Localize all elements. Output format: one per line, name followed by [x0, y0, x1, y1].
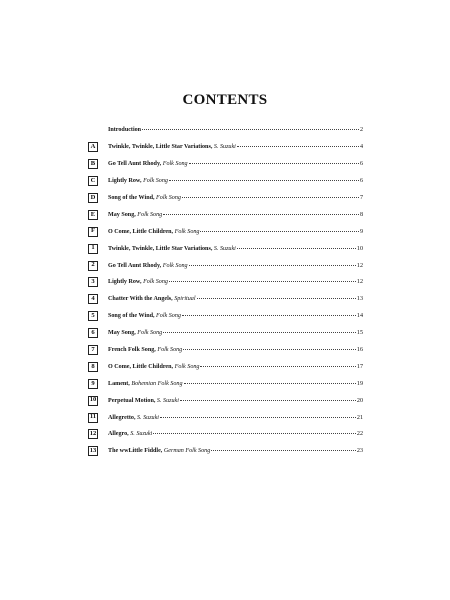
toc-entry-marker: 1: [88, 244, 98, 254]
toc-entry-page-number: 6: [359, 161, 363, 168]
toc-entry: [88, 139, 363, 156]
toc-entry-subtitle: German Folk Song: [163, 448, 211, 455]
dot-leader: [183, 349, 356, 350]
toc-entry: [88, 190, 363, 207]
toc-entry-page-number: 14: [356, 313, 363, 320]
toc-entry-subtitle: Spiritual: [174, 296, 196, 303]
toc-entry-text: [108, 415, 363, 421]
toc-entry-title: Perpetual Motion,: [108, 397, 156, 404]
toc-entry-subtitle: S. Suzuki: [130, 431, 153, 438]
toc-entry-marker: F: [88, 227, 98, 237]
toc-entry-marker: 13: [88, 446, 98, 456]
toc-entry-marker: 11: [88, 413, 98, 423]
toc-entry-marker: 10: [88, 396, 98, 406]
toc-entry-title: Allegro,: [108, 431, 129, 438]
toc-entry-subtitle: S. Suzuki: [213, 245, 236, 252]
dot-leader: [142, 129, 359, 130]
dot-leader: [200, 366, 355, 367]
toc-entry-subtitle: S. Suzuki: [137, 414, 160, 421]
toc-entry: [88, 426, 363, 443]
toc-entry-subtitle: Folk Song: [143, 178, 168, 185]
toc-entry: [88, 443, 363, 460]
toc-entry-page-number: 10: [356, 245, 363, 252]
toc-entry-text: [108, 144, 363, 150]
toc-entry-subtitle: Folk Song: [137, 330, 163, 337]
toc-entry-page-number: 6: [359, 178, 363, 185]
toc-entry-marker: B: [88, 159, 98, 169]
toc-entry-title: O Come, Little Children,: [108, 228, 174, 235]
toc-entry-title: O Come, Little Children,: [108, 363, 174, 370]
toc-entry: [88, 291, 363, 308]
toc-entry: [88, 358, 363, 375]
toc-entry-page-number: 12: [356, 279, 363, 286]
toc-entry-page-number: 21: [356, 414, 363, 421]
toc-entry-title: Lament,: [108, 380, 130, 387]
toc-entry-page-number: 20: [356, 397, 363, 404]
toc-entry-marker: A: [88, 142, 98, 152]
dot-leader: [182, 315, 356, 316]
toc-entry-title: May Song,: [108, 211, 136, 218]
toc-entry-text: [108, 313, 363, 319]
toc-entry-page-number: 15: [356, 330, 363, 337]
toc-entry: [88, 308, 363, 325]
toc-entry-subtitle: Folk Song: [162, 262, 188, 269]
toc-entry-page-number: 12: [356, 262, 363, 269]
toc-entry-marker: C: [88, 176, 98, 186]
toc-entry-page-number: 23: [356, 448, 363, 455]
toc-entry-marker: 7: [88, 345, 98, 355]
toc-entry-text: [108, 330, 363, 336]
toc-entry-subtitle: Folk Song: [174, 228, 200, 235]
toc-entry: [88, 223, 363, 240]
toc-entry-text: [108, 229, 363, 235]
toc-entry-page-number: 2: [359, 127, 363, 134]
toc-entry-text: [108, 127, 363, 133]
toc-entry-title: Go Tell Aunt Rhody,: [108, 262, 162, 269]
toc-entry-title: Lightly Row,: [108, 279, 142, 286]
toc-entry-title: French Folk Song,: [108, 346, 156, 353]
toc-entry-text: [108, 161, 363, 167]
toc-entry-page-number: 13: [356, 296, 363, 303]
toc-entry-title: Go Tell Aunt Rhody,: [108, 161, 162, 168]
toc-entry-text: [108, 279, 363, 285]
toc-entry-text: [108, 431, 363, 437]
toc-entry-subtitle: Folk Song: [137, 211, 163, 218]
toc-entry-marker: E: [88, 210, 98, 220]
toc-entry-marker: 2: [88, 261, 98, 271]
toc-entry: [88, 342, 363, 359]
toc-entry-text: [108, 212, 363, 218]
toc-entry-marker: 4: [88, 294, 98, 304]
toc-entry-title: Chatter With the Angels,: [108, 296, 173, 303]
dot-leader: [211, 450, 356, 451]
toc-entry: [88, 257, 363, 274]
toc-entry-title: Twinkle, Twinkle, Little Star Variations,: [108, 245, 213, 252]
toc-entry-title: Song of the Wind,: [108, 313, 155, 320]
toc-entry-subtitle: S. Suzuki: [156, 397, 179, 404]
toc-entry-text: [108, 263, 363, 269]
toc-entry-title: Introduction: [108, 127, 142, 134]
toc-entry: [88, 375, 363, 392]
toc-entry-marker: 12: [88, 429, 98, 439]
dot-leader: [189, 265, 356, 266]
toc-entry: [88, 274, 363, 291]
toc-entry-title: The wwLittle Fiddle,: [108, 448, 163, 455]
toc-entry: [88, 325, 363, 342]
toc-entry-marker: 6: [88, 328, 98, 338]
toc-entry: [88, 409, 363, 426]
toc-entry-title: Lightly Row,: [108, 178, 142, 185]
dot-leader: [182, 197, 359, 198]
toc-entry-title: Allegretto,: [108, 414, 136, 421]
dot-leader: [163, 332, 356, 333]
toc-entry-page-number: 4: [359, 144, 363, 151]
toc-entry-marker: 3: [88, 277, 98, 287]
toc-entry-subtitle: Folk Song: [156, 313, 181, 320]
toc-entry: [88, 173, 363, 190]
toc-entry-page-number: 16: [356, 346, 363, 353]
dot-leader: [169, 180, 359, 181]
toc-entry-page-number: 9: [359, 228, 363, 235]
page-title: CONTENTS: [182, 92, 268, 108]
toc-entry-text: [108, 246, 363, 252]
toc-entry-marker: 9: [88, 379, 98, 389]
toc-entry-text: [108, 178, 363, 184]
toc-entry: [88, 122, 363, 139]
toc-entry-title: May Song,: [108, 330, 136, 337]
toc-entry-subtitle: Folk Song: [174, 363, 200, 370]
dot-leader: [180, 400, 356, 401]
table-of-contents: [88, 122, 363, 460]
dot-leader: [197, 298, 356, 299]
toc-entry-text: [108, 296, 363, 302]
toc-entry-text: [108, 364, 363, 370]
dot-leader: [200, 231, 358, 232]
toc-entry-page-number: 17: [356, 363, 363, 370]
toc-entry-marker: [88, 125, 98, 135]
dot-leader: [184, 383, 356, 384]
toc-entry-marker: D: [88, 193, 98, 203]
toc-entry-title: Twinkle, Twinkle, Little Star Variations,: [108, 144, 213, 151]
toc-entry-title: Song of the Wind,: [108, 194, 155, 201]
toc-entry: [88, 240, 363, 257]
toc-entry-subtitle: Folk Song: [157, 346, 183, 353]
dot-leader: [189, 163, 359, 164]
toc-entry-subtitle: Folk Song: [162, 161, 188, 168]
toc-entry-subtitle: S. Suzuki: [213, 144, 236, 151]
toc-entry-page-number: 22: [356, 431, 363, 438]
toc-entry: [88, 156, 363, 173]
dot-leader: [237, 146, 359, 147]
toc-entry-subtitle: Bohemian Folk Song: [131, 380, 183, 387]
dot-leader: [153, 433, 356, 434]
toc-entry: [88, 206, 363, 223]
dot-leader: [169, 281, 356, 282]
dot-leader: [237, 248, 356, 249]
toc-entry: [88, 392, 363, 409]
toc-entry-text: [108, 381, 363, 387]
toc-entry-subtitle: Folk Song: [156, 194, 181, 201]
toc-entry-text: [108, 398, 363, 404]
toc-entry-text: [108, 195, 363, 201]
toc-entry-marker: 5: [88, 311, 98, 321]
dot-leader: [160, 417, 356, 418]
toc-entry-marker: 8: [88, 362, 98, 372]
toc-entry-subtitle: Folk Song: [143, 279, 168, 286]
toc-entry-text: [108, 448, 363, 454]
toc-entry-page-number: 7: [359, 194, 363, 201]
dot-leader: [163, 214, 359, 215]
toc-entry-page-number: 8: [359, 211, 363, 218]
toc-entry-text: [108, 347, 363, 353]
toc-entry-page-number: 19: [356, 380, 363, 387]
